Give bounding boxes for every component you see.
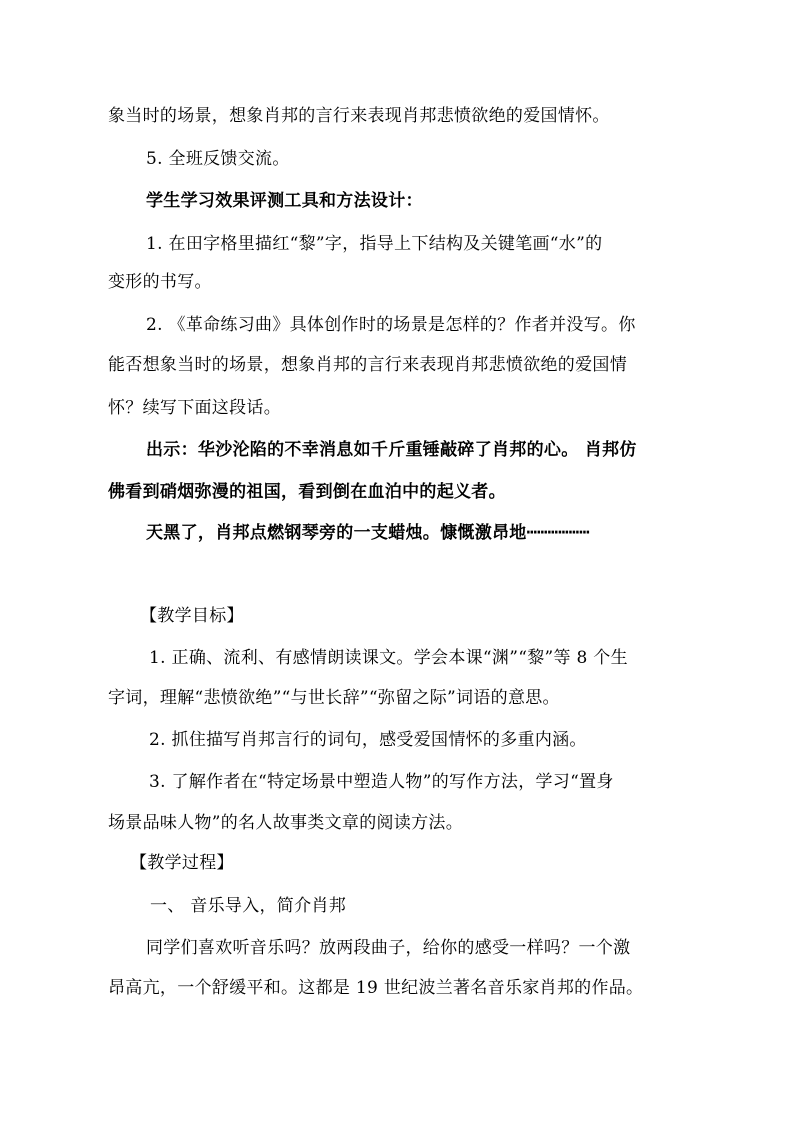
bold-paragraph: 佛看到硝烟弥漫的祖国，看到倒在血泊中的起义者。 bbox=[108, 482, 506, 502]
text-line: 怀？续写下面这段话。 bbox=[108, 398, 281, 418]
text-line: 字词，理解“悲愤欲绝”“与世长辞”“弥留之际”词语的意思。 bbox=[108, 688, 560, 708]
section-heading: 学生学习效果评测工具和方法设计： bbox=[146, 191, 423, 211]
text-line: 象当时的场景，想象肖邦的言行来表现肖邦悲愤欲绝的爱国情怀。 bbox=[108, 106, 610, 126]
section-heading: 【教学目标】 bbox=[140, 606, 244, 626]
text-line: 场景品味人物”的名人故事类文章的阅读方法。 bbox=[108, 813, 463, 833]
list-item: 1. 在田字格里描红“黎”字，指导上下结构及关键笔画“水”的 bbox=[146, 234, 603, 254]
bold-paragraph: 出示：华沙沦陷的不幸消息如千斤重锤敲碎了肖邦的心。 肖邦仿 bbox=[146, 440, 637, 460]
text-line: 同学们喜欢听音乐吗？放两段曲子，给你的感受一样吗？一个激 bbox=[146, 938, 631, 958]
text-line: 昂高亢，一个舒缓平和。这都是 19 世纪波兰著名音乐家肖邦的作品。 bbox=[108, 978, 644, 998]
list-item: 2. 抓住描写肖邦言行的词句，感受爱国情怀的多重内涵。 bbox=[149, 730, 587, 750]
list-item: 3. 了解作者在“特定场景中塑造人物”的写作方法，学习“置身 bbox=[149, 772, 614, 792]
bold-paragraph: 天黑了，肖邦点燃钢琴旁的一支蜡烛。慷慨激昂地┅┅┅┅┅┅ bbox=[146, 523, 590, 543]
list-item: 2. 《革命练习曲》具体创作时的场景是怎样的？作者并没写。你 bbox=[146, 315, 636, 335]
text-line: 能否想象当时的场景，想象肖邦的言行来表现肖邦悲愤欲绝的爱国情 bbox=[108, 355, 627, 375]
section-heading: 【教学过程】 bbox=[130, 853, 234, 873]
list-item: 一、 音乐导入，简介肖邦 bbox=[150, 896, 347, 916]
list-item: 1. 正确、流利、有感情朗读课文。学会本课“渊”“黎”等 8 个生 bbox=[149, 648, 628, 668]
text-line: 变形的书写。 bbox=[108, 272, 212, 292]
list-item: 5. 全班反馈交流。 bbox=[146, 149, 290, 169]
